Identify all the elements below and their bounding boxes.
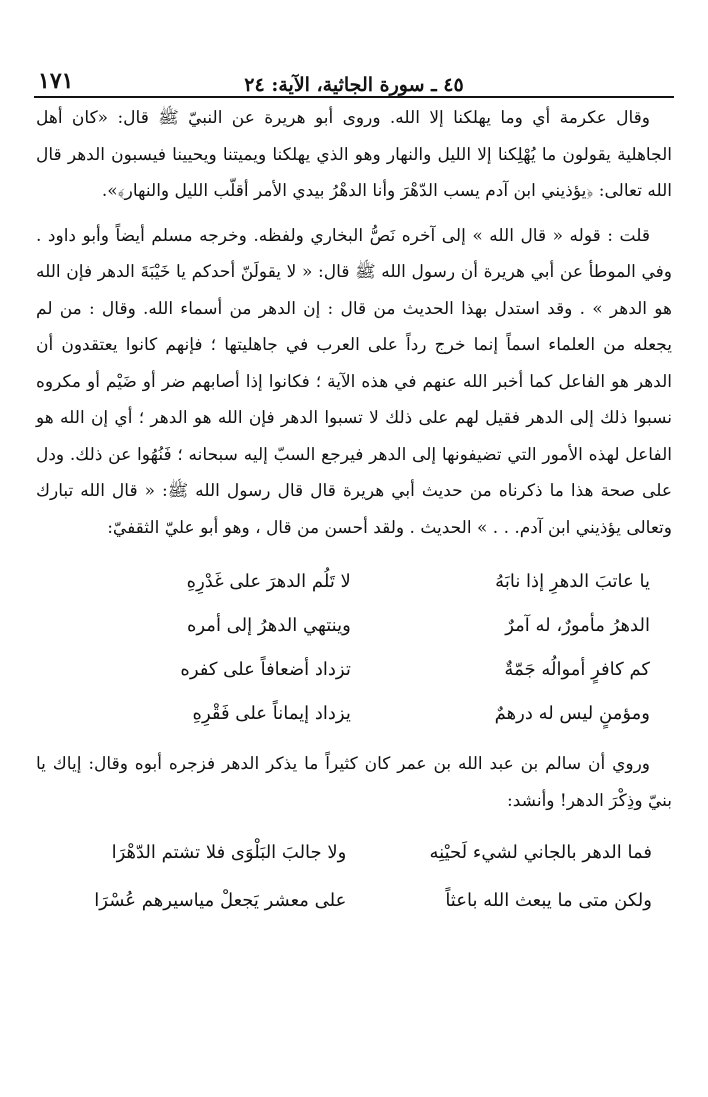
paragraph-ikrima: وقال عكرمة أي وما يهلكنا إلا الله. وروى أبو هريرة عن النبيّ ﷺ قال: «كان أهل الجاهلية يقولون ما يُهْلِكنا إلا الليل والنهار وهو الذي يهلكنا ويميتنا ويحيينا فيسبون الدهر قال الله تعالى: ﴿يؤذيني ابن آدم يسب الدّهْرَ وأنا الدهْرُ بيدي الأمر أقلّب الليل والنهار﴾».	[36, 108, 672, 201]
hemistich-second: لا تَلُم الدهرَ على غَدْرِهِ	[186, 570, 351, 592]
verse	[96, 648, 650, 692]
verse	[96, 692, 650, 736]
hemistich-first: كم كافرٍ أموالُه جَمّةٌ	[504, 658, 650, 680]
hemistich-second: تزداد أضعافاً على كفره	[180, 658, 351, 680]
paragraph-salim: وروي أن سالم بن عبد الله بن عمر كان كثيراً ما يذكر الدهر فزجره أبوه وقال: إياك يا بنيّ وذِكْرَ الدهر! وأنشد:	[36, 754, 672, 811]
verse	[96, 604, 650, 648]
verse	[86, 829, 652, 877]
hemistich-first: يا عاتبَ الدهرِ إذا نابَهُ	[495, 570, 650, 592]
verse	[86, 877, 652, 925]
hemistich-second: على معشر يَجعلْ مياسيرهم عُسْرَا	[94, 889, 347, 911]
paragraph-commentary: قلت : قوله « قال الله » إلى آخره نَصُّ البخاري ولفظه. وخرجه مسلم أيضاً وأبو داود . وفي الموطأ عن أبي هريرة أن رسول الله ﷺ قال: « لا يقولَنّ أحدكم يا خَيْبَةَ الدهر فإن الله هو الدهر » . وقد استدل بهذا الحديث من قال : إن الدهر من أسماء الله. وقال : من لم يجعله من العلماء اسماً إنما خرج رداً على العرب في جاهليتها ؛ فإنهم كانوا يعتقدون أن الدهر هو الفاعل كما أخبر الله عنهم في هذه الآية ؛ فكانوا إذا أصابهم ضر أو ضَيْم أو مكروه نسبوا ذلك إلى الدهر فقيل لهم على ذلك لا تسبوا الدهر فإن الله هو الدهر ؛ أي إن الله هو الفاعل لهذه الأمور التي تضيفونها إلى الدهر فيرجع السبّ إليه سبحانه ؛ فَنُهُوا عن ذلك. ودل على صحة هذا ما ذكرناه من حديث أبي هريرة قال قال رسول الله ﷺ: « قال الله تبارك وتعالى يؤذيني ابن آدم. . . » الحديث . ولقد أحسن من قال ، وهو أبو عليّ الثقفيّ:	[36, 225, 672, 538]
header-rule	[34, 96, 674, 98]
hemistich-second: وينتهي الدهرُ إلى أمره	[186, 614, 351, 636]
poem-thaqafi	[36, 560, 672, 736]
hemistich-first: فما الدهر بالجاني لشيء لَحيْنِه	[429, 841, 652, 863]
hemistich-second: ولا جالبَ البَلْوَى فلا تشتم الدّهْرَا	[111, 841, 347, 863]
hemistich-first: ومؤمنٍ ليس له درهمٌ	[494, 702, 650, 724]
page-number: ١٧١	[38, 68, 74, 94]
running-title: ٤٥ ـ سورة الجاثية، الآية: ٢٤	[244, 74, 464, 96]
hemistich-first: الدهرُ مأمورٌ، له آمرٌ	[505, 614, 650, 636]
poem-salim	[36, 829, 672, 925]
hemistich-second: يزداد إيماناً على فَقْرِهِ	[192, 702, 351, 724]
verse	[96, 560, 650, 604]
page-body	[36, 100, 672, 925]
hemistich-first: ولكن متى ما يبعث الله باعثاً	[445, 889, 652, 911]
page-header	[34, 58, 674, 96]
